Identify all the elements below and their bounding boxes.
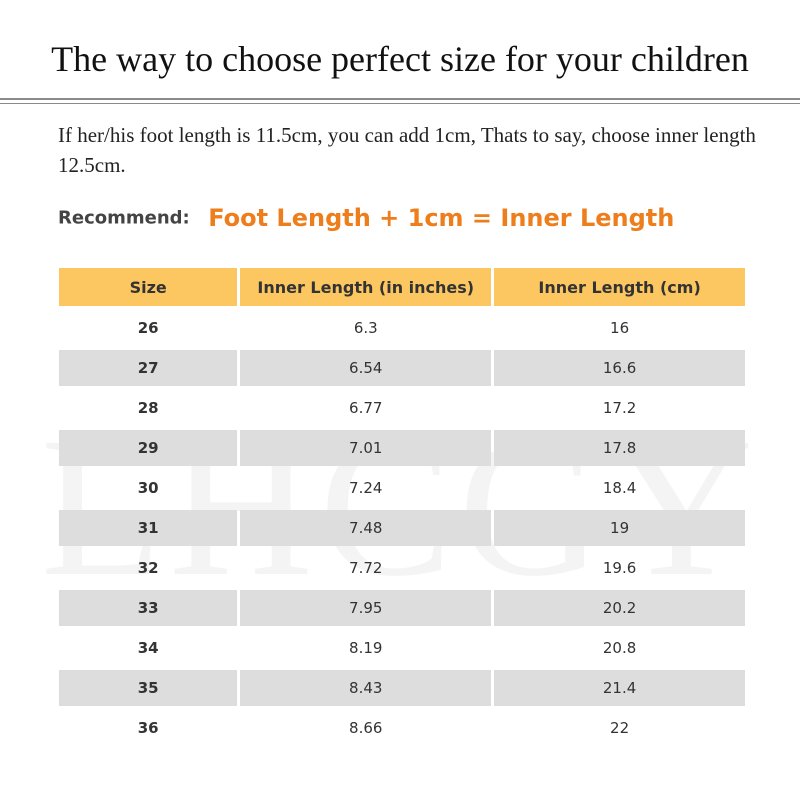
table-row	[59, 390, 745, 426]
size-chart-table	[56, 264, 748, 750]
size-cell: 31	[59, 510, 237, 546]
cm-cell: 18.4	[602, 479, 637, 497]
page-title: The way to choose perfect size for your children	[51, 39, 749, 79]
divider-line	[0, 98, 800, 100]
recommend-line	[58, 204, 674, 232]
recommend-label: Recommend:	[58, 207, 190, 229]
table-row	[59, 710, 745, 746]
cm-cell: 19	[494, 510, 745, 546]
cm-cell: 20.8	[602, 639, 637, 657]
size-cell: 27	[59, 350, 237, 386]
inches-cell: 7.01	[240, 430, 491, 466]
recommend-formula: Foot Length + 1cm = Inner Length	[208, 204, 675, 232]
table-row	[59, 670, 745, 706]
size-cell: 32	[137, 559, 159, 577]
inches-cell: 8.43	[240, 670, 491, 706]
inches-cell: 6.3	[353, 319, 378, 337]
table-row	[59, 590, 745, 626]
inches-cell: 8.66	[349, 719, 383, 737]
size-cell: 28	[137, 399, 159, 417]
inches-cell: 7.24	[349, 479, 383, 497]
header-size: Size	[59, 268, 237, 306]
header-inner-length-inches: Inner Length (in inches)	[240, 268, 491, 306]
table-row	[59, 630, 745, 666]
size-cell: 33	[59, 590, 237, 626]
cm-cell: 21.4	[494, 670, 745, 706]
size-cell: 34	[137, 639, 159, 657]
sizing-note: If her/his foot length is 11.5cm, you can add 1cm, Thats to say, choose inner length 12.5cm.	[58, 123, 756, 177]
table-row	[59, 350, 745, 386]
inches-cell: 7.95	[240, 590, 491, 626]
inches-cell: 7.72	[349, 559, 383, 577]
cm-cell: 22	[610, 719, 630, 737]
table-row	[59, 430, 745, 466]
inches-cell: 8.19	[349, 639, 383, 657]
size-cell: 26	[137, 319, 159, 337]
table-row	[59, 550, 745, 586]
table-body	[59, 310, 745, 746]
size-cell: 35	[59, 670, 237, 706]
size-cell: 36	[137, 719, 159, 737]
table-header-row	[59, 268, 745, 306]
cm-cell: 19.6	[602, 559, 637, 577]
table-row	[59, 470, 745, 506]
divider-line-thin	[0, 103, 800, 104]
table-row	[59, 510, 745, 546]
cm-cell: 20.2	[494, 590, 745, 626]
inches-cell: 6.54	[240, 350, 491, 386]
cm-cell: 17.8	[494, 430, 745, 466]
header-inner-length-cm: Inner Length (cm)	[494, 268, 745, 306]
cm-cell: 17.2	[602, 399, 637, 417]
table-row	[59, 310, 745, 346]
size-cell: 29	[59, 430, 237, 466]
cm-cell: 16	[610, 319, 630, 337]
size-cell: 30	[137, 479, 159, 497]
inches-cell: 6.77	[349, 399, 383, 417]
cm-cell: 16.6	[494, 350, 745, 386]
inches-cell: 7.48	[240, 510, 491, 546]
